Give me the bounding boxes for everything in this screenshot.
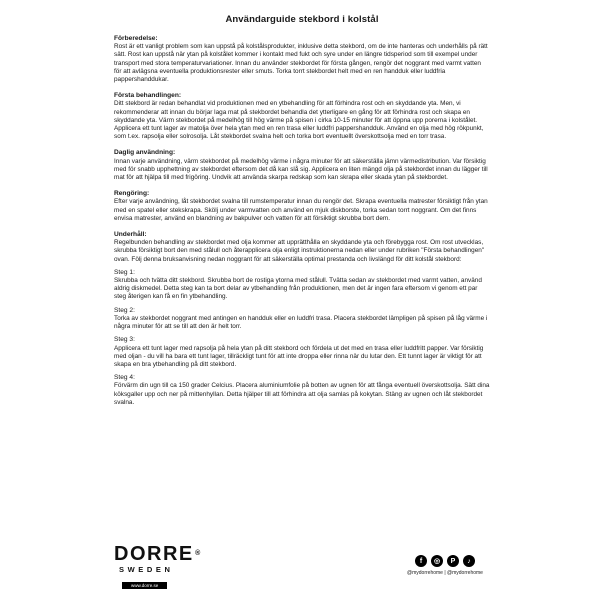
social-links — [406, 555, 484, 576]
tiktok-icon[interactable]: ♪ — [463, 555, 475, 567]
section-heading-daglig: Daglig användning: — [114, 149, 176, 157]
section-heading-forsta: Första behandlingen: — [114, 92, 182, 100]
step-4-text: Förvärm din ugn till ca 150 grader Celcius. Placera aluminiumfolie på botten av ugnen för att fånga eventuell överskottsolja. Sätt dina köksgaller upp och ner på mittenhyllan. Detta hjälper till att förhindra att olja samlas på kokytan. Stäng av ugnen och låt stekbordet svalna. — [114, 382, 490, 406]
brand-name: DORRE ® — [114, 543, 202, 565]
step-1-label: Steg 1: — [114, 268, 135, 276]
section-text-rengoring: Efter varje användning, låt stekbordet svalna till rumstemperatur innan du rengör det. Skrapa eventuella matrester försiktigt från ytan med en spatel eller stekskrapa. Skölj under varmvatten och använd en mjuk diskborste, torka sedan torrt noggrant. Om det finns envisa matrester, använd en blandning av bakpulver och vatten för att försiktigt skrubba bort dem. — [114, 198, 488, 222]
section-text-underhall: Regelbunden behandling av stekbordet med olja kommer att upprätthålla en skyddande yta och förebygga rost. Om rost utvecklas, skrubba försiktigt bort den med stålull och återapplicera olja enligt instruktionerna nedan eller under rubriken "Första behandlingen" ovan. Följ denna bruksanvisning nedan noggrant för att säkerställa optimal prestanda och livslängd för ditt kolstål stekbord: — [114, 239, 485, 263]
document-body — [114, 14, 490, 407]
step-3-label: Steg 3: — [114, 336, 135, 344]
registered-mark: ® — [195, 550, 202, 557]
step-2-text: Torka av stekbordet noggrant med antingen en handduk eller en luddfri trasa. Placera stekbordet lämpligen på spisen på låg värme i några minuter för att se till att den är helt torr. — [114, 314, 488, 331]
section-text-forberedelse: Rost är ett vanligt problem som kan uppstå på kolstålsprodukter, inklusive detta stekbord, om de inte hanteras och underhålls på rätt sätt. Rost kan uppstå när ytan på kolstålet kommer i kontakt med fukt och syre under en längre tidsperiod som till exempel under transport med stora temperaturvariationer. Innan du använder stekbordet för första gången, rengör det noggrant med varmt vatten för att avlägsna eventuella produktionsrester eller smuts. Torka torrt stekbordet helt med en ren handduk eller luddfria pappershanddukar. — [114, 43, 488, 84]
step-4-label: Steg 4: — [114, 374, 135, 382]
step-3-text: Applicera ett tunt lager med rapsolja på hela ytan på ditt stekbord och fördela ut det med en trasa eller luddfritt papper. Var försiktig med oljan - du vill ha bara ett tunt lager, tillräckligt tunt för att inte droppa eller rinna när du lutar den. Ett tunnt lager är viktigt för att skapa en bra ytbehandling på ditt stekbord. — [114, 344, 484, 368]
page-title: Användarguide stekbord i kolstål — [225, 14, 379, 25]
pinterest-icon[interactable]: P — [447, 555, 459, 567]
section-heading-forberedelse: Förberedelse: — [114, 35, 158, 42]
facebook-icon[interactable]: f — [415, 555, 427, 567]
social-handle: @mydorrehome | @mydorrehome — [407, 570, 483, 576]
section-text-daglig: Innan varje användning, värm stekbordet på medelhög värme i några minuter för att säkerställa jämn värmedistribution. Var försiktig med för snabb upphettning av stekbordet eftersom det då kan slå sig. Applicera en liten mängd olja på stekbordet innan du lägger till mat för att hjälpa till med frigöring. Undvik att använda skarpa redskap som kan skrapa eller skada ytan på stekbordet. — [114, 157, 488, 182]
section-heading-rengoring: Rengöring: — [114, 190, 150, 198]
section-text-forsta: Ditt stekbord är redan behandlat vid produktionen med en ytbehandling för att förhindra rost och en skyddande yta. Men, vi rekommenderar att innan du börjar laga mat på stekbordet behandla det ytterligare en gång för att förhindra rost och skapa en skyddande yta. Värm stekbordet på medelhög till hög värme på spisen i cirka 10-15 minuter för att öppna upp porerna i kolstålet. Applicera ett tunt lager av matolja över hela ytan med en ren trasa eller luddfri pappershandduk. Använd en olja med hög rökpunkt, som t.ex. rapsolja eller solrosolja. Låt stekbordet svalna helt och torka bort eventuellt överskottsolja med en torr trasa. — [114, 100, 484, 141]
instagram-icon[interactable]: ◎ — [431, 555, 443, 567]
brand-logo — [114, 543, 202, 592]
step-2-label: Steg 2: — [114, 306, 135, 314]
step-1-text: Skrubba och tvätta ditt stekbord. Skrubba bort de rostiga ytorna med stålull. Tvätta sedan av stekbordet med varmt vatten, använd aldrig diskmedel. Detta steg kan ta bort delar av ytbehandling från produktionen, men det är ingen fara eftersom vi genom ett par steg återigen kan få en fin ytbehandling. — [114, 277, 482, 301]
section-heading-underhall: Underhåll: — [114, 231, 147, 239]
brand-country: SWEDEN — [119, 565, 174, 574]
brand-url[interactable]: www.dorre.se — [122, 582, 167, 589]
